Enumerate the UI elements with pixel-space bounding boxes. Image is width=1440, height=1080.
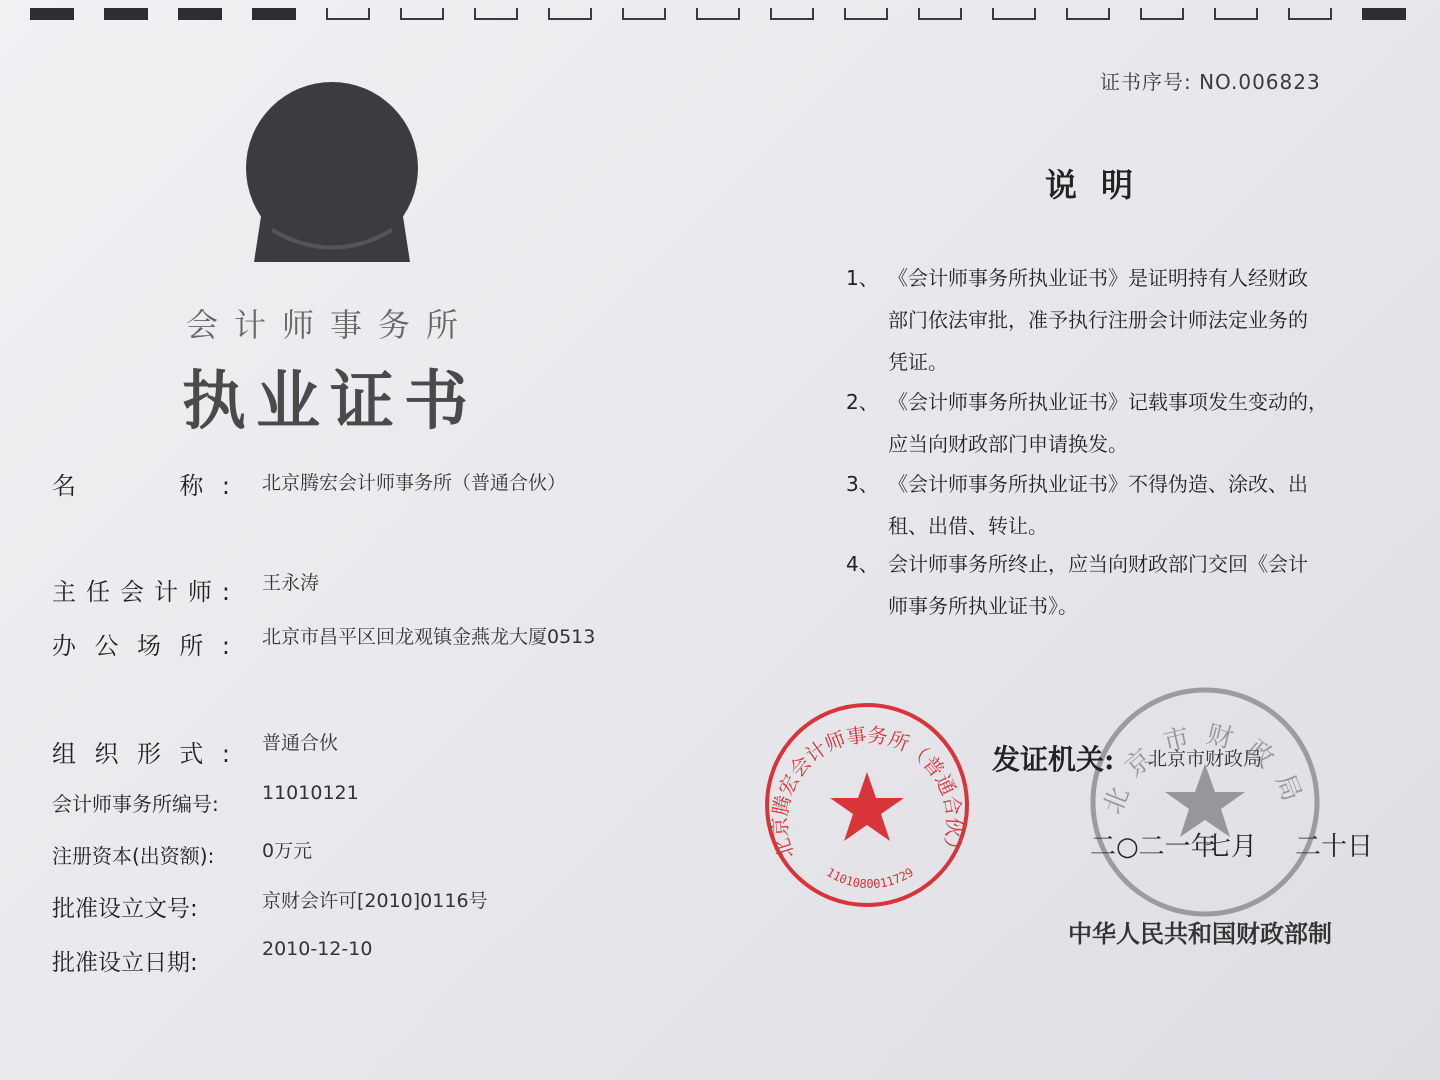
issue-date-month: 七月	[1205, 832, 1258, 862]
svg-text:1101080011729	[824, 865, 916, 891]
issuer-label: 发证机关:	[992, 743, 1115, 776]
field-capital-label: 注册资本(出资额):	[52, 844, 215, 868]
issuer-value: 北京市财政局	[1148, 748, 1263, 770]
field-capital-value: 0万元	[262, 840, 313, 862]
issuing-ministry-footer: 中华人民共和国财政部制	[1068, 919, 1332, 948]
note-line: 租、出借、转让。	[888, 514, 1048, 538]
field-name-value: 北京腾宏会计师事务所（普通合伙）	[262, 472, 567, 494]
note-number: 1、	[846, 266, 879, 290]
field-approval-doc-value: 京财会许可[2010]0116号	[262, 890, 488, 912]
certificate-subtitle: 会计师事务所	[185, 306, 474, 344]
field-office-value: 北京市昌平区回龙观镇金燕龙大厦0513	[262, 626, 596, 648]
red-seal-text: 北京腾宏会计师事务所（普通合伙）	[767, 722, 967, 862]
issuer-seal-icon	[1085, 682, 1325, 922]
certificate-title: 执业证书	[182, 364, 478, 439]
field-org-form-value: 普通合伙	[262, 732, 339, 754]
note-line: 《会计师事务所执业证书》记载事项发生变动的，	[888, 390, 1328, 414]
note-line: 部门依法审批，准予执行注册会计师法定业务的	[888, 308, 1308, 332]
notes-title: 说明	[1045, 166, 1158, 204]
note-number: 2、	[846, 390, 879, 414]
note-line: 师事务所执业证书》。	[888, 594, 1078, 618]
note-line: 凭证。	[888, 350, 948, 374]
national-emblem-icon	[232, 80, 432, 270]
field-approval-doc-label: 批准设立文号:	[52, 896, 198, 922]
paper-edge-marks	[0, 6, 1440, 26]
field-approval-date-value: 2010-12-10	[262, 938, 373, 960]
issue-date-day: 二十日	[1295, 832, 1374, 862]
note-number: 4、	[846, 552, 879, 576]
certificate-serial-number: 证书序号: NO.006823	[1100, 70, 1321, 94]
red-seal-number: 1101080011729	[823, 865, 917, 892]
note-number: 3、	[846, 472, 879, 496]
field-name-label: 名 称:	[52, 472, 230, 500]
field-director-value: 王永涛	[262, 572, 320, 594]
gray-seal-text: 北京市财政局	[1098, 719, 1312, 819]
field-approval-date-label: 批准设立日期:	[52, 950, 198, 976]
note-line: 应当向财政部门申请换发。	[888, 432, 1128, 456]
issue-date-year: 二○二一年	[1090, 832, 1217, 862]
firm-seal-icon	[762, 700, 972, 910]
note-line: 《会计师事务所执业证书》是证明持有人经财政	[888, 266, 1308, 290]
field-office-label: 办公场所:	[52, 632, 230, 660]
field-org-form-label: 组织形式:	[52, 740, 230, 768]
field-director-label: 主任会计师:	[52, 578, 230, 606]
field-firm-number-label: 会计师事务所编号:	[52, 792, 219, 816]
note-line: 《会计师事务所执业证书》不得伪造、涂改、出	[888, 472, 1308, 496]
field-firm-number-value: 11010121	[262, 782, 359, 804]
note-line: 会计师事务所终止，应当向财政部门交回《会计	[888, 552, 1308, 576]
